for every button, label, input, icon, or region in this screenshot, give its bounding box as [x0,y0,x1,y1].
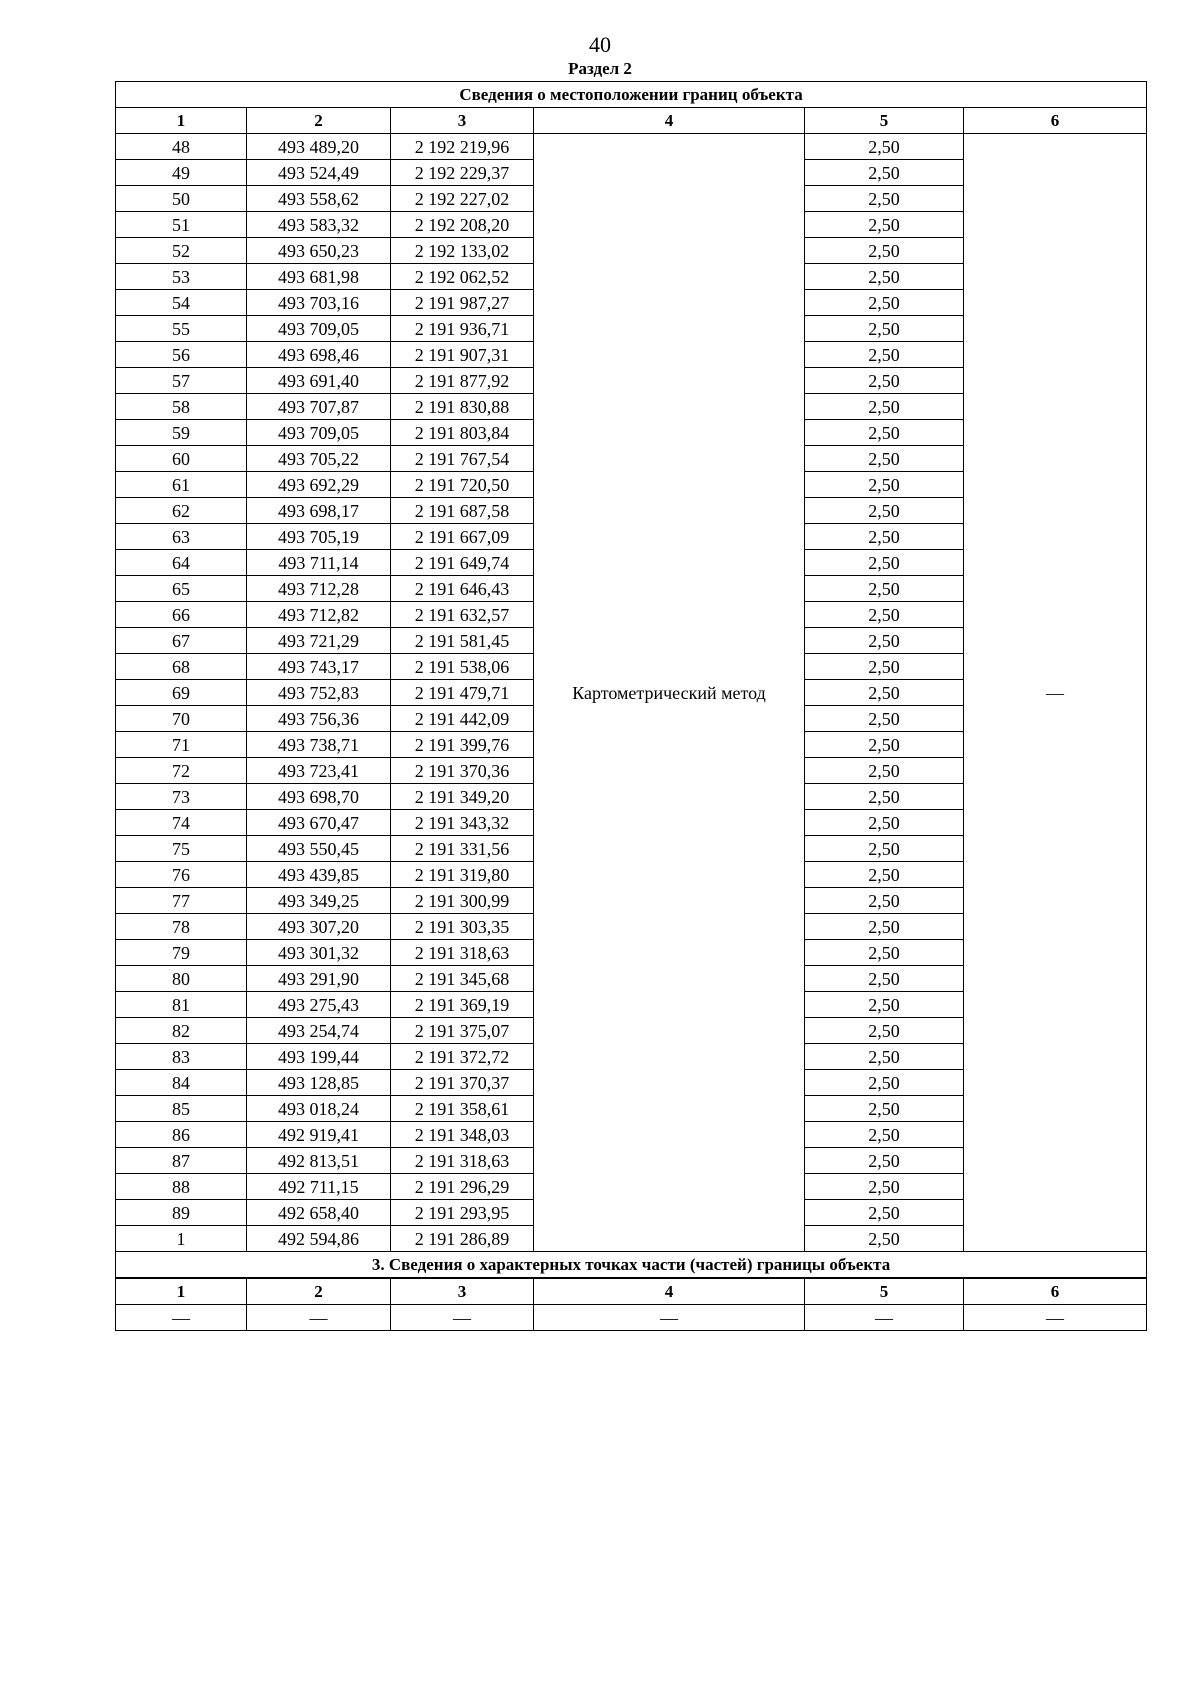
empty-cell: — [964,1305,1147,1331]
y-coordinate-cell: 2 191 296,29 [391,1174,534,1200]
x-coordinate-cell: 493 711,14 [247,550,391,576]
point-number-cell: 58 [116,394,247,420]
accuracy-cell: 2,50 [805,992,964,1018]
point-number-cell: 84 [116,1070,247,1096]
y-coordinate-cell: 2 192 133,02 [391,238,534,264]
point-number-cell: 52 [116,238,247,264]
y-coordinate-cell: 2 191 803,84 [391,420,534,446]
point-number-cell: 89 [116,1200,247,1226]
x-coordinate-cell: 493 698,70 [247,784,391,810]
accuracy-cell: 2,50 [805,446,964,472]
y-coordinate-cell: 2 192 229,37 [391,160,534,186]
y-coordinate-cell: 2 191 370,36 [391,758,534,784]
y-coordinate-cell: 2 191 318,63 [391,1148,534,1174]
x-coordinate-cell: 492 919,41 [247,1122,391,1148]
column-number-cell: 4 [534,108,805,134]
y-coordinate-cell: 2 191 399,76 [391,732,534,758]
accuracy-cell: 2,50 [805,1226,964,1252]
x-coordinate-cell: 493 712,28 [247,576,391,602]
y-coordinate-cell: 2 191 667,09 [391,524,534,550]
x-coordinate-cell: 493 738,71 [247,732,391,758]
y-coordinate-cell: 2 191 349,20 [391,784,534,810]
accuracy-cell: 2,50 [805,862,964,888]
column-number-cell: 2 [247,1278,391,1305]
point-number-cell: 56 [116,342,247,368]
point-number-cell: 55 [116,316,247,342]
accuracy-cell: 2,50 [805,628,964,654]
point-number-cell: 60 [116,446,247,472]
x-coordinate-cell: 493 752,83 [247,680,391,706]
point-number-cell: 83 [116,1044,247,1070]
y-coordinate-cell: 2 192 208,20 [391,212,534,238]
accuracy-cell: 2,50 [805,654,964,680]
accuracy-cell: 2,50 [805,784,964,810]
point-number-cell: 66 [116,602,247,628]
point-number-cell: 69 [116,680,247,706]
x-coordinate-cell: 493 301,32 [247,940,391,966]
y-coordinate-cell: 2 191 649,74 [391,550,534,576]
accuracy-cell: 2,50 [805,1200,964,1226]
point-number-cell: 82 [116,1018,247,1044]
x-coordinate-cell: 493 558,62 [247,186,391,212]
column-number-cell: 3 [391,108,534,134]
point-number-cell: 71 [116,732,247,758]
y-coordinate-cell: 2 192 219,96 [391,134,534,160]
table-row [116,134,1147,160]
accuracy-cell: 2,50 [805,472,964,498]
x-coordinate-cell: 493 698,17 [247,498,391,524]
x-coordinate-cell: 493 681,98 [247,264,391,290]
x-coordinate-cell: 493 018,24 [247,1096,391,1122]
accuracy-cell: 2,50 [805,1044,964,1070]
accuracy-cell: 2,50 [805,134,964,160]
x-coordinate-cell: 493 712,82 [247,602,391,628]
x-coordinate-cell: 493 349,25 [247,888,391,914]
x-coordinate-cell: 493 583,32 [247,212,391,238]
point-number-cell: 49 [116,160,247,186]
accuracy-cell: 2,50 [805,966,964,992]
x-coordinate-cell: 492 658,40 [247,1200,391,1226]
y-coordinate-cell: 2 191 632,57 [391,602,534,628]
point-number-cell: 64 [116,550,247,576]
y-coordinate-cell: 2 191 300,99 [391,888,534,914]
accuracy-cell: 2,50 [805,1148,964,1174]
x-coordinate-cell: 493 692,29 [247,472,391,498]
empty-cell: — [534,1305,805,1331]
point-number-cell: 62 [116,498,247,524]
x-coordinate-cell: 492 813,51 [247,1148,391,1174]
column-number-cell: 6 [964,1278,1147,1305]
y-coordinate-cell: 2 191 345,68 [391,966,534,992]
column-number-cell: 1 [116,1278,247,1305]
point-number-cell: 80 [116,966,247,992]
accuracy-cell: 2,50 [805,550,964,576]
x-coordinate-cell: 493 550,45 [247,836,391,862]
y-coordinate-cell: 2 191 581,45 [391,628,534,654]
accuracy-cell: 2,50 [805,914,964,940]
point-number-cell: 59 [116,420,247,446]
accuracy-cell: 2,50 [805,1018,964,1044]
empty-cell: — [116,1305,247,1331]
point-number-cell: 86 [116,1122,247,1148]
y-coordinate-cell: 2 191 348,03 [391,1122,534,1148]
point-number-cell: 61 [116,472,247,498]
y-coordinate-cell: 2 191 720,50 [391,472,534,498]
accuracy-cell: 2,50 [805,1174,964,1200]
accuracy-cell: 2,50 [805,316,964,342]
y-coordinate-cell: 2 191 370,37 [391,1070,534,1096]
y-coordinate-cell: 2 191 372,72 [391,1044,534,1070]
empty-cell: — [805,1305,964,1331]
x-coordinate-cell: 493 723,41 [247,758,391,784]
accuracy-cell: 2,50 [805,836,964,862]
y-coordinate-cell: 2 191 479,71 [391,680,534,706]
point-number-cell: 57 [116,368,247,394]
point-number-cell: 74 [116,810,247,836]
point-number-cell: 48 [116,134,247,160]
y-coordinate-cell: 2 191 687,58 [391,498,534,524]
accuracy-cell: 2,50 [805,238,964,264]
empty-cell: — [391,1305,534,1331]
y-coordinate-cell: 2 191 303,35 [391,914,534,940]
boundary-table [115,81,1147,1331]
x-coordinate-cell: 493 721,29 [247,628,391,654]
accuracy-cell: 2,50 [805,524,964,550]
x-coordinate-cell: 492 711,15 [247,1174,391,1200]
column-number-cell: 3 [391,1278,534,1305]
x-coordinate-cell: 493 691,40 [247,368,391,394]
point-number-cell: 72 [116,758,247,784]
accuracy-cell: 2,50 [805,1122,964,1148]
accuracy-cell: 2,50 [805,290,964,316]
x-coordinate-cell: 493 199,44 [247,1044,391,1070]
point-number-cell: 50 [116,186,247,212]
accuracy-cell: 2,50 [805,498,964,524]
column-number-cell: 4 [534,1278,805,1305]
column-number-cell: 6 [964,108,1147,134]
x-coordinate-cell: 493 524,49 [247,160,391,186]
point-number-cell: 79 [116,940,247,966]
x-coordinate-cell: 493 291,90 [247,966,391,992]
point-number-cell: 51 [116,212,247,238]
accuracy-cell: 2,50 [805,732,964,758]
column-number-cell: 5 [805,108,964,134]
accuracy-cell: 2,50 [805,420,964,446]
accuracy-cell: 2,50 [805,758,964,784]
section-label: Раздел 2 [568,59,632,78]
accuracy-cell: 2,50 [805,342,964,368]
x-coordinate-cell: 493 756,36 [247,706,391,732]
x-coordinate-cell: 493 707,87 [247,394,391,420]
y-coordinate-cell: 2 191 375,07 [391,1018,534,1044]
point-number-cell: 67 [116,628,247,654]
y-coordinate-cell: 2 191 936,71 [391,316,534,342]
x-coordinate-cell: 493 275,43 [247,992,391,1018]
y-coordinate-cell: 2 191 646,43 [391,576,534,602]
empty-cell: — [247,1305,391,1331]
x-coordinate-cell: 493 307,20 [247,914,391,940]
method-cell: Картометрический метод [534,134,805,1252]
accuracy-cell: 2,50 [805,576,964,602]
x-coordinate-cell: 493 698,46 [247,342,391,368]
point-number-cell: 77 [116,888,247,914]
accuracy-cell: 2,50 [805,810,964,836]
point-number-cell: 78 [116,914,247,940]
y-coordinate-cell: 2 191 907,31 [391,342,534,368]
page-number: 40 [589,32,611,57]
accuracy-cell: 2,50 [805,1070,964,1096]
accuracy-cell: 2,50 [805,212,964,238]
y-coordinate-cell: 2 191 830,88 [391,394,534,420]
y-coordinate-cell: 2 191 318,63 [391,940,534,966]
x-coordinate-cell: 493 709,05 [247,420,391,446]
y-coordinate-cell: 2 191 369,19 [391,992,534,1018]
point-number-cell: 75 [116,836,247,862]
point-number-cell: 76 [116,862,247,888]
x-coordinate-cell: 493 705,19 [247,524,391,550]
y-coordinate-cell: 2 191 987,27 [391,290,534,316]
x-coordinate-cell: 492 594,86 [247,1226,391,1252]
point-number-cell: 1 [116,1226,247,1252]
point-number-cell: 54 [116,290,247,316]
point-number-cell: 81 [116,992,247,1018]
column-number-cell: 5 [805,1278,964,1305]
y-coordinate-cell: 2 191 442,09 [391,706,534,732]
accuracy-cell: 2,50 [805,264,964,290]
accuracy-cell: 2,50 [805,1096,964,1122]
x-coordinate-cell: 493 650,23 [247,238,391,264]
y-coordinate-cell: 2 191 286,89 [391,1226,534,1252]
accuracy-cell: 2,50 [805,368,964,394]
point-number-cell: 68 [116,654,247,680]
accuracy-cell: 2,50 [805,706,964,732]
column6-cell: — [964,134,1147,1252]
y-coordinate-cell: 2 192 227,02 [391,186,534,212]
x-coordinate-cell: 493 489,20 [247,134,391,160]
y-coordinate-cell: 2 191 358,61 [391,1096,534,1122]
point-number-cell: 87 [116,1148,247,1174]
y-coordinate-cell: 2 191 331,56 [391,836,534,862]
y-coordinate-cell: 2 191 293,95 [391,1200,534,1226]
point-number-cell: 65 [116,576,247,602]
x-coordinate-cell: 493 709,05 [247,316,391,342]
table-body [116,82,1147,1331]
x-coordinate-cell: 493 743,17 [247,654,391,680]
accuracy-cell: 2,50 [805,888,964,914]
x-coordinate-cell: 493 254,74 [247,1018,391,1044]
accuracy-cell: 2,50 [805,602,964,628]
y-coordinate-cell: 2 191 877,92 [391,368,534,394]
accuracy-cell: 2,50 [805,160,964,186]
point-number-cell: 88 [116,1174,247,1200]
point-number-cell: 85 [116,1096,247,1122]
point-number-cell: 70 [116,706,247,732]
y-coordinate-cell: 2 191 319,80 [391,862,534,888]
x-coordinate-cell: 493 128,85 [247,1070,391,1096]
parts-column-numbers [116,1278,1147,1305]
y-coordinate-cell: 2 191 767,54 [391,446,534,472]
boundary-title-row [116,82,1147,108]
boundary-column-numbers [116,108,1147,134]
point-number-cell: 63 [116,524,247,550]
column-number-cell: 2 [247,108,391,134]
accuracy-cell: 2,50 [805,940,964,966]
boundary-title: Сведения о местоположении границ объекта [116,82,1147,108]
column-number-cell: 1 [116,108,247,134]
accuracy-cell: 2,50 [805,394,964,420]
point-number-cell: 53 [116,264,247,290]
parts-title: 3. Сведения о характерных точках части (частей) границы объекта [116,1252,1147,1279]
x-coordinate-cell: 493 439,85 [247,862,391,888]
x-coordinate-cell: 493 705,22 [247,446,391,472]
x-coordinate-cell: 493 670,47 [247,810,391,836]
accuracy-cell: 2,50 [805,680,964,706]
accuracy-cell: 2,50 [805,186,964,212]
x-coordinate-cell: 493 703,16 [247,290,391,316]
parts-title-row [116,1252,1147,1279]
parts-empty-row [116,1305,1147,1331]
y-coordinate-cell: 2 191 343,32 [391,810,534,836]
y-coordinate-cell: 2 192 062,52 [391,264,534,290]
point-number-cell: 73 [116,784,247,810]
y-coordinate-cell: 2 191 538,06 [391,654,534,680]
